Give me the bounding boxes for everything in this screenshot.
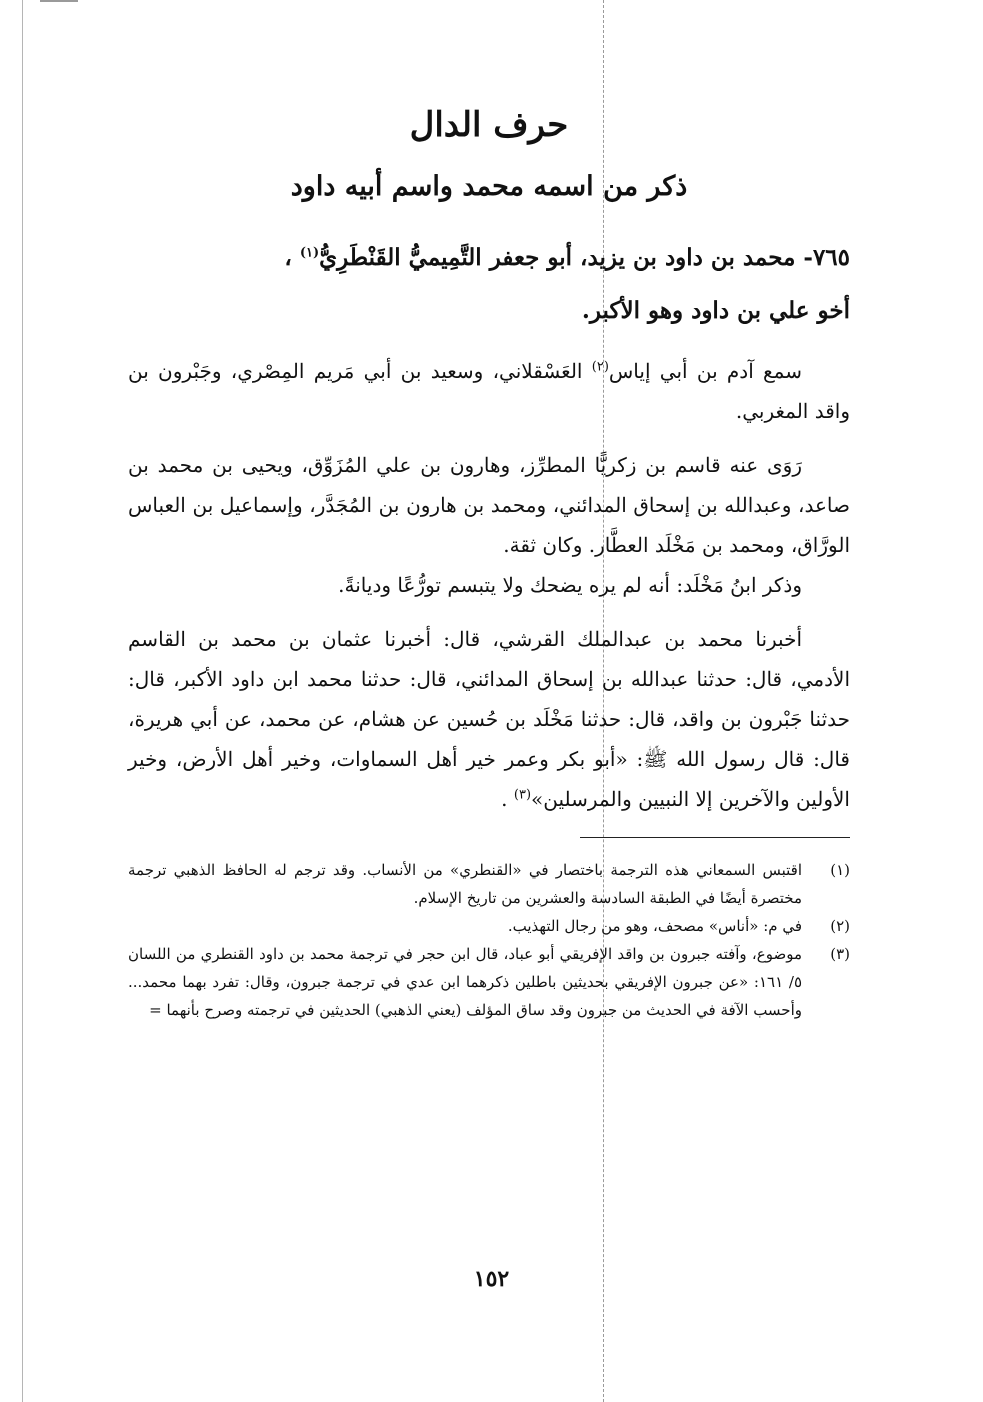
paragraph-teachers [128,351,850,431]
paragraph-note: وذكر ابنُ مَخْلَد: أنه لم يره يضحك ولا يتبسم تورُّعًا وديانةً. [338,573,802,597]
scan-mark [40,0,78,2]
footnote-separator [580,837,850,838]
paragraph-text: العَسْقلاني، وسعيد بن أبي مَريم المِصْري، وجَبْرون بن واقد المغربي. [128,359,850,423]
section-title: ذكر من اسمه محمد واسم أبيه داود [290,171,688,202]
paragraph-text: أخبرنا محمد بن عبدالملك القرشي، قال: أخبرنا عثمان بن محمد بن القاسم الأدمي، قال: حدثنا عبدالله بن إسحاق المدائني، قال: حدثنا محمد ابن داود الأكبر، قال: حدثنا جَبْرون بن واقد، قال: حدثنا مَخْلَد بن حُسين عن هشام، عن محمد، عن أبي هريرة، قال: قال رسول الله ﷺ: «أبو بكر وعمر خير أهل السماوات، وخير أهل الأرض، وخير الأولين والآخرين إلا النبيين والمرسلين» [128,627,850,811]
footnote-text: في م: «أناس» مصحف، وهو من رجال التهذيب. [507,917,802,935]
footnote-ref-2: (٢) [591,359,609,375]
footnote-item [128,912,850,940]
entry-heading-comma: ، [284,244,300,271]
paragraph-hadith [128,619,850,819]
footnote-item [128,940,850,1024]
entry-heading-line1: ٧٦٥- محمد بن داود بن يزيد، أبو جعفر التَّمِيميُّ القَنْطَرِيُّ [319,244,850,271]
footnote-number: (١) [830,861,850,879]
footnote-text: موضوع، وآفته جبرون بن واقد الإفريقي أبو عباد، قال ابن حجر في ترجمة محمد بن داود القنطري من اللسان ٥/ ١٦١: «عن جبرون الإفريقي بحديثين باطلين ذكرهما ابن عدي في ترجمة جبرون، وقال: تفرد بهما محمد... وأحسب الآفة في الحديث من جبرون وقد ساق المؤلف (يعني الذهبي) الحديثين في ترجمته وصرح بأنهما = [128,945,802,1019]
paragraph-text: . [501,787,514,811]
entry-heading-line2: أخو علي بن داود وهو الأكبر. [581,297,850,324]
footnote-ref-3: (٣) [513,787,532,803]
page-number: ١٥٢ [473,1266,510,1292]
footnote-text: اقتبس السمعاني هذه الترجمة باختصار في «القنطري» من الأنساب. وقد ترجم له الحافظ الذهبي ترجمة مختصرة أيضًا في الطبقة السادسة والعشرين من تاريخ الإسلام. [128,861,802,907]
footnote-item [128,856,850,912]
paragraph-students: رَوَى عنه قاسم بن زكريًّا المطرِّز، وهارون بن علي المُزَوِّق، ويحيى بن محمد بن صاعد، وعبدالله بن إسحاق المدائني، ومحمد بن هارون بن المُجَدَّر، وإسماعيل بن العباس الورَّاق، ومحمد بن مَخْلَد العطَّار. وكان ثقة. [128,453,850,557]
entry-heading [128,231,850,337]
chapter-title: حرف الدال [409,105,569,145]
scan-edge-line [22,0,23,1402]
footnote-number: (٣) [830,945,850,963]
paragraph-text: سمع آدم بن أبي إياس [608,359,802,383]
footnotes [128,856,850,1024]
page-body [128,95,850,1024]
footnote-number: (٢) [830,917,850,935]
footnote-ref-1: (١) [299,245,320,261]
